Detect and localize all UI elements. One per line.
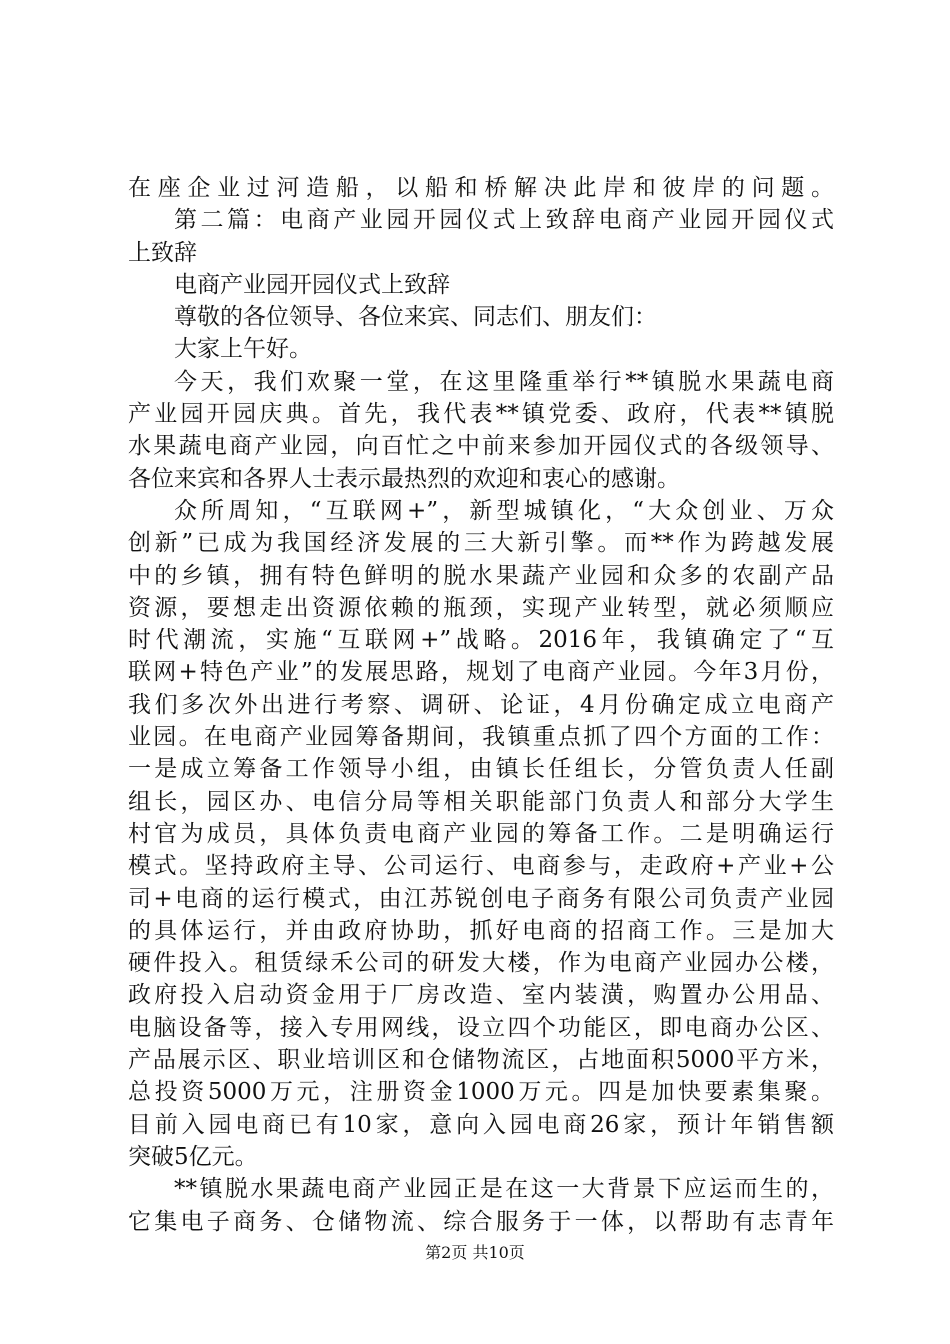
text-line: 今天，我们欢聚一堂，在这里隆重举行**镇脱水果蔬电商 [174, 368, 834, 395]
text-line: 创新”已成为我国经济发展的三大新引擎。而**作为跨越发展 [128, 530, 834, 557]
text-line: 时代潮流，实施“互联网+”战略。2016年，我镇确定了“互 [128, 627, 834, 654]
text-line: 村官为成员，具体负责电商产业园的筹备工作。二是明确运行 [128, 820, 834, 847]
greeting: 大家上午好。 [174, 336, 312, 363]
text-line: 模式。坚持政府主导、公司运行、电商参与，走政府+产业+公 [128, 853, 834, 880]
text-line: 在座企业过河造船，以船和桥解决此岸和彼岸的问题。 [128, 175, 834, 201]
text-line: 水果蔬电商产业园，向百忙之中前来参加开园仪式的各级领导、 [128, 433, 834, 460]
text-line: 众所周知，“互联网+”，新型城镇化，“大众创业、万众 [174, 497, 834, 524]
text-line: 产业园开园庆典。首先，我代表**镇党委、政府，代表**镇脱 [128, 401, 834, 428]
text-line: 中的乡镇，拥有特色鲜明的脱水果蔬产业园和众多的农副产品 [128, 562, 834, 589]
speech-title: 电商产业园开园仪式上致辞 [174, 271, 450, 298]
text-line: 产品展示区、职业培训区和仓储物流区，占地面积5000平方米， [128, 1047, 834, 1074]
text-line: 突破5亿元。 [128, 1143, 258, 1170]
text-line: 目前入园电商已有10家，意向入园电商26家，预计年销售额 [128, 1111, 834, 1138]
text-line: 司+电商的运行模式，由江苏锐创电子商务有限公司负责产业园 [128, 885, 834, 912]
salutation: 尊敬的各位领导、各位来宾、同志们、朋友们： [174, 304, 657, 331]
text-line: 它集电子商务、仓储物流、综合服务于一体，以帮助有志青年 [128, 1208, 834, 1235]
text-line: 总投资5000万元，注册资金1000万元。四是加快要素集聚。 [128, 1079, 834, 1106]
text-line: 我们多次外出进行考察、调研、论证，4月份确定成立电商产 [128, 691, 834, 718]
text-line: 组长，园区办、电信分局等相关职能部门负责人和部分大学生 [128, 788, 834, 815]
text-line: 电脑设备等，接入专用网线，设立四个功能区，即电商办公区、 [128, 1014, 834, 1041]
text-line: 业园。在电商产业园筹备期间，我镇重点抓了四个方面的工作： [128, 724, 834, 751]
text-line: 的具体运行，并由政府协助，抓好电商的招商工作。三是加大 [128, 917, 834, 944]
document-body [128, 172, 834, 1238]
section-heading-line: 第二篇：电商产业园开园仪式上致辞电商产业园开园仪式 [174, 207, 834, 234]
text-line: 联网+特色产业”的发展思路，规划了电商产业园。今年3月份， [128, 659, 834, 686]
text-line: 资源，要想走出资源依赖的瓶颈，实现产业转型，就必须顺应 [128, 594, 834, 621]
text-line: 政府投入启动资金用于厂房改造、室内装潢，购置办公用品、 [128, 982, 834, 1009]
text-line: 一是成立筹备工作领导小组，由镇长任组长，分管负责人任副 [128, 756, 834, 783]
page-number: 第2页 共10页 [425, 1243, 525, 1262]
text-line: 硬件投入。租赁绿禾公司的研发大楼，作为电商产业园办公楼， [128, 950, 834, 977]
text-line: 各位来宾和各界人士表示最热烈的欢迎和衷心的感谢。 [128, 465, 680, 492]
section-heading-line: 上致辞 [128, 239, 197, 266]
text-line: **镇脱水果蔬电商产业园正是在这一大背景下应运而生的， [174, 1176, 834, 1203]
